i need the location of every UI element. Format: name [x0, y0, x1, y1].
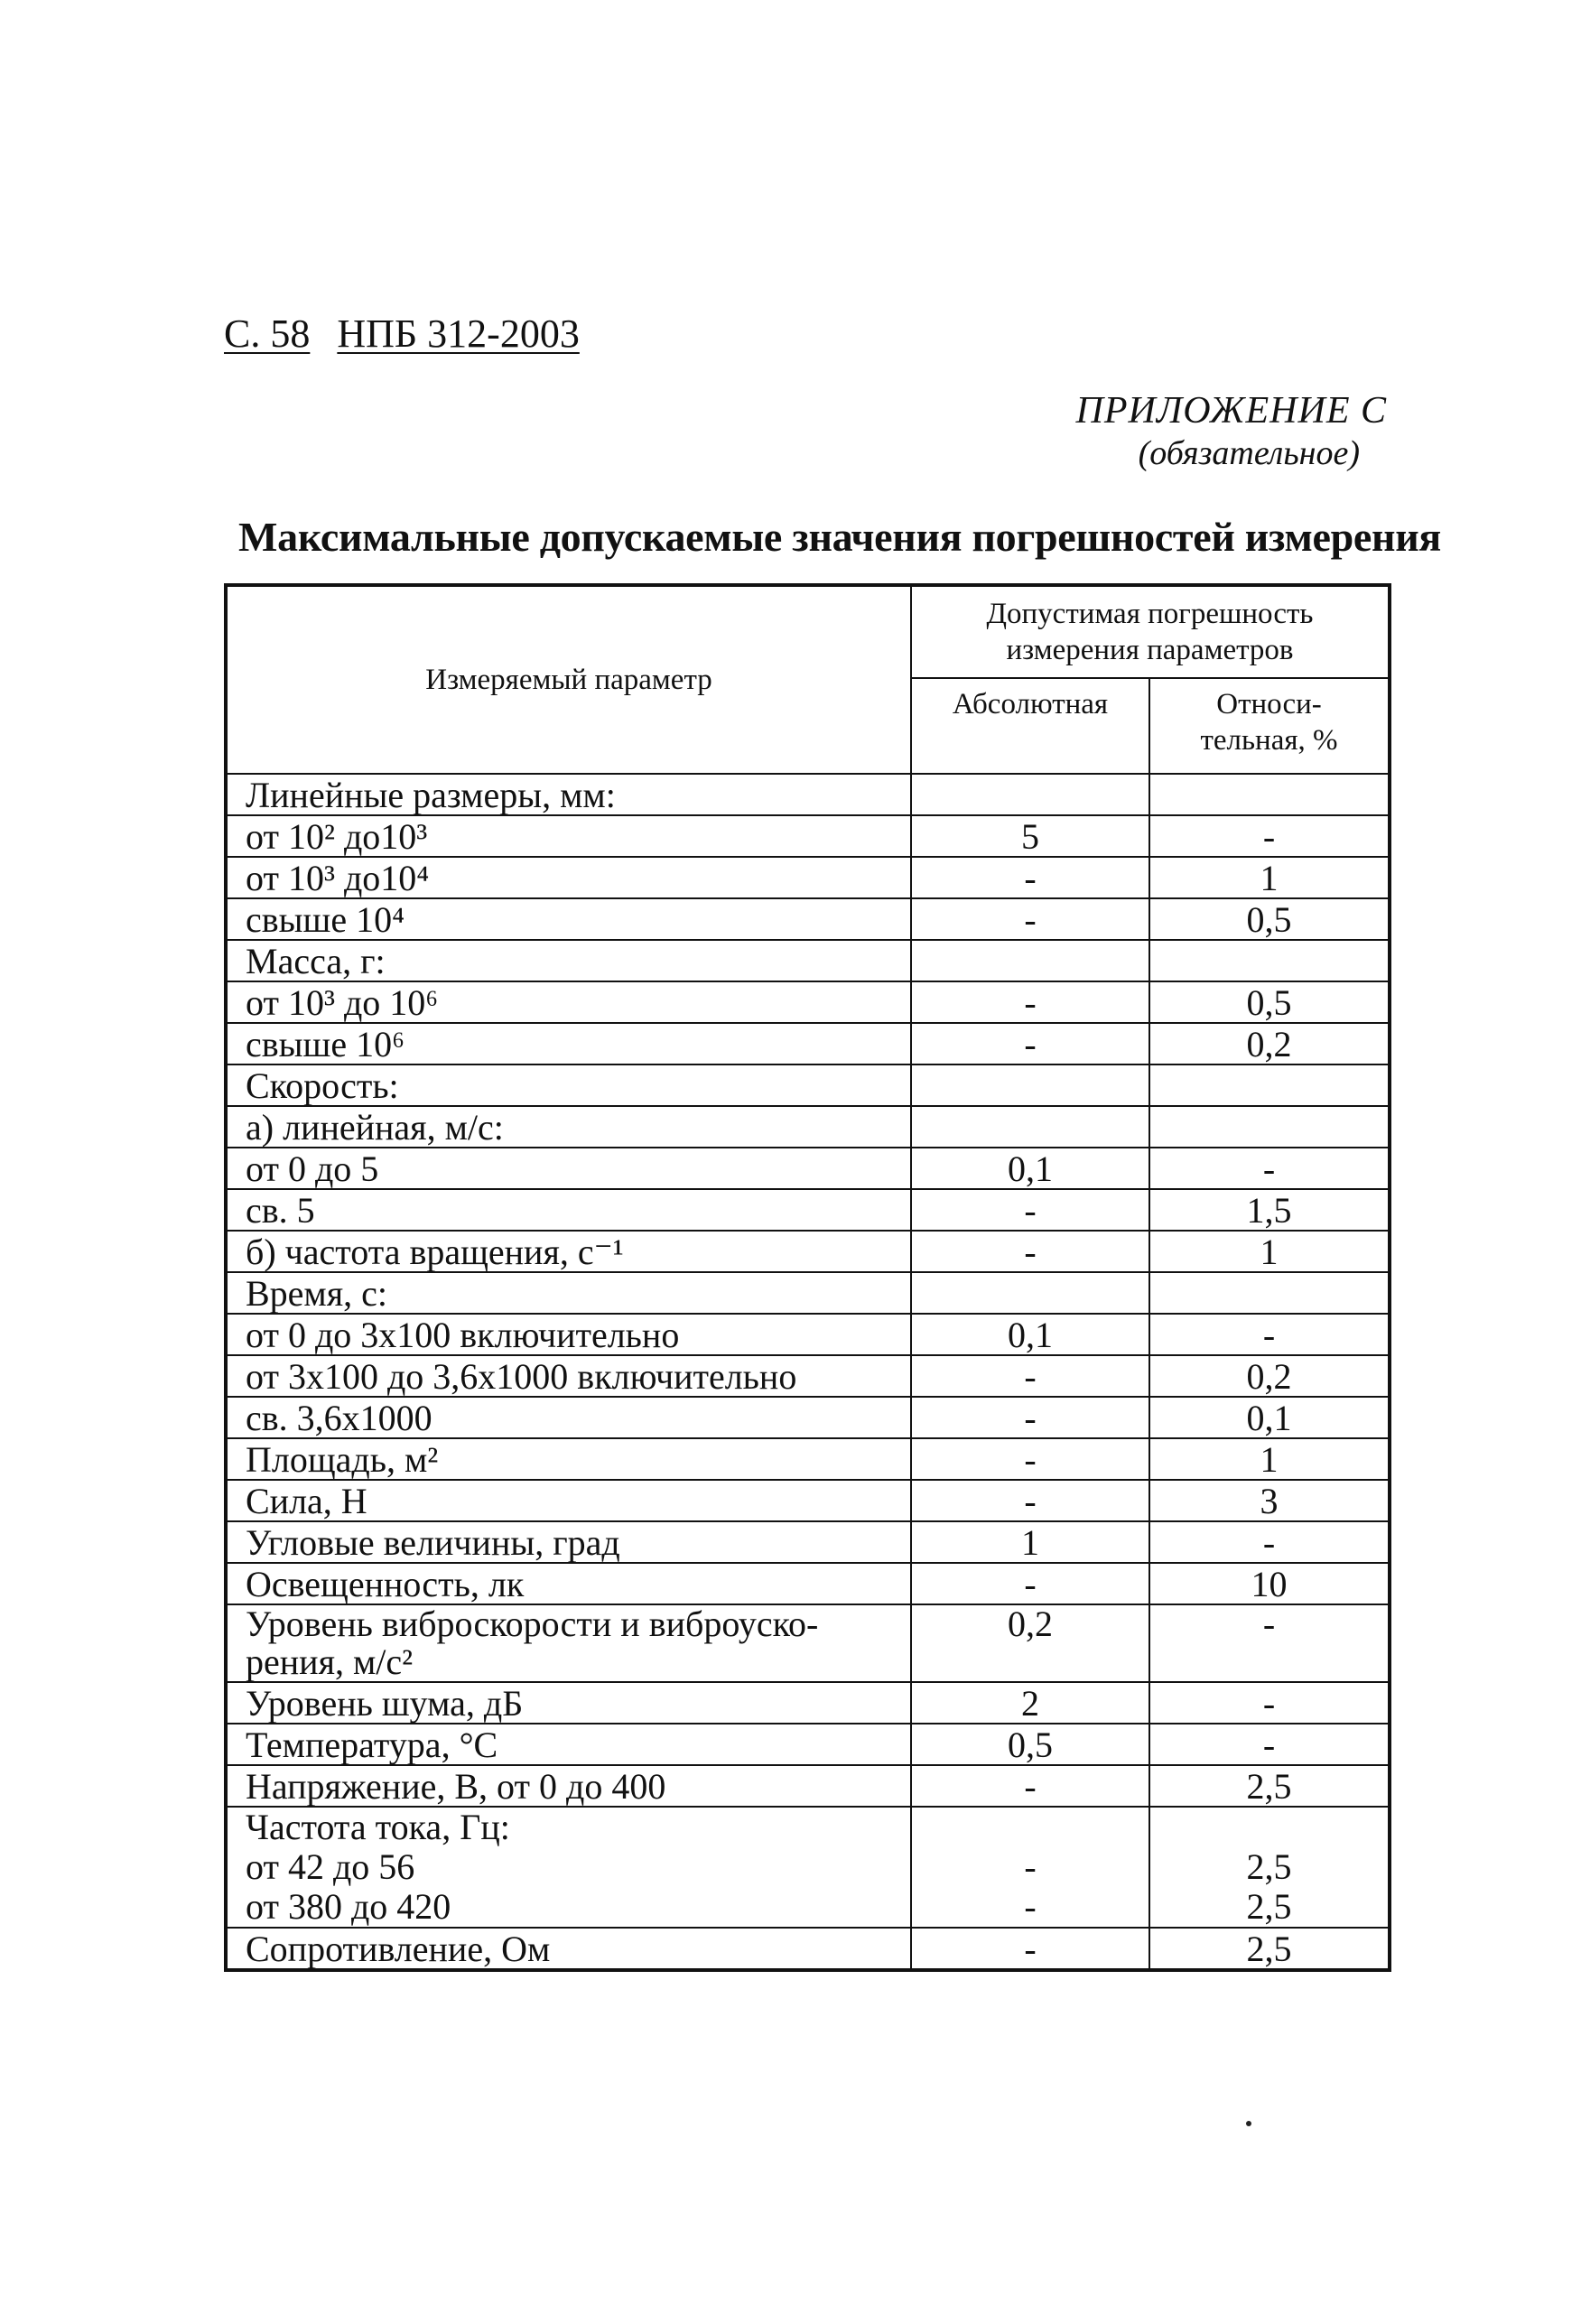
- table-row: [226, 898, 1390, 940]
- page-header: [224, 311, 580, 356]
- relative-cell: 0,2: [1149, 1355, 1390, 1397]
- relative-cell: 0,5: [1149, 898, 1390, 940]
- relative-cell: 1: [1149, 1231, 1390, 1272]
- table-row: [226, 774, 1390, 815]
- table-row: [226, 1480, 1390, 1521]
- absolute-cell: -: [911, 857, 1149, 898]
- appendix-title: ПРИЛОЖЕНИЕ С: [1075, 390, 1387, 432]
- table-row: [226, 1272, 1390, 1314]
- parameter-cell: Освещенность, лк: [226, 1563, 911, 1604]
- absolute-cell: [911, 1272, 1149, 1314]
- table-row: [226, 815, 1390, 857]
- parameter-cell: Линейные размеры, мм:: [226, 774, 911, 815]
- parameter-cell: Сопротивление, Ом: [226, 1928, 911, 1970]
- absolute-cell: [911, 774, 1149, 815]
- relative-cell: -: [1149, 1604, 1390, 1682]
- table-row: [226, 1064, 1390, 1106]
- header-relative: [1149, 678, 1390, 774]
- table-row: [226, 1765, 1390, 1807]
- header-absolute: Абсолютная: [911, 678, 1149, 774]
- frequency-sub1-rel: 2,5: [1246, 1846, 1292, 1887]
- relative-cell: -: [1149, 1682, 1390, 1724]
- parameter-cell: от 10³ до10⁴: [226, 857, 911, 898]
- relative-cell: 0,1: [1149, 1397, 1390, 1438]
- header-relative-line1: Относи-: [1216, 688, 1322, 720]
- absolute-cell: -: [911, 1765, 1149, 1807]
- absolute-cell: 2: [911, 1682, 1149, 1724]
- vibration-line1: Уровень виброскорости и виброуско-: [246, 1604, 819, 1644]
- parameter-cell: [226, 1807, 911, 1928]
- parameter-cell: Угловые величины, град: [226, 1521, 911, 1563]
- table-row: [226, 1928, 1390, 1970]
- relative-cell: [1149, 940, 1390, 981]
- parameter-cell: от 10² до10³: [226, 815, 911, 857]
- absolute-cell: -: [911, 1563, 1149, 1604]
- table-row: [226, 981, 1390, 1023]
- header-permissible-error: Допустимая погрешность измерения параметров: [911, 585, 1390, 678]
- relative-cell: 1,5: [1149, 1189, 1390, 1231]
- parameter-cell: Скорость:: [226, 1064, 911, 1106]
- parameter-cell: св. 5: [226, 1189, 911, 1231]
- relative-cell: [1149, 1064, 1390, 1106]
- relative-cell: -: [1149, 1521, 1390, 1563]
- relative-cell: 10: [1149, 1563, 1390, 1604]
- absolute-cell: -: [911, 981, 1149, 1023]
- absolute-cell: 0,5: [911, 1724, 1149, 1765]
- table-row: [226, 1106, 1390, 1148]
- table-row: [226, 1397, 1390, 1438]
- appendix-label: [1076, 388, 1387, 475]
- absolute-cell: [911, 1106, 1149, 1148]
- frequency-sub2: от 380 до 420: [246, 1886, 451, 1927]
- parameter-cell: Время, с:: [226, 1272, 911, 1314]
- parameter-cell: Масса, г:: [226, 940, 911, 981]
- parameter-cell: свыше 10⁶: [226, 1023, 911, 1064]
- parameter-cell: от 0 до 3x100 включительно: [226, 1314, 911, 1355]
- absolute-cell: 1: [911, 1521, 1149, 1563]
- header-relative-line2: тельная, %: [1200, 724, 1338, 758]
- relative-cell: [1149, 1807, 1390, 1928]
- absolute-cell: 0,1: [911, 1148, 1149, 1189]
- relative-cell: -: [1149, 815, 1390, 857]
- parameter-cell: а) линейная, м/с:: [226, 1106, 911, 1148]
- vibration-line2: рения, м/с²: [246, 1641, 414, 1682]
- frequency-heading: Частота тока, Гц:: [246, 1807, 510, 1847]
- relative-cell: 2,5: [1149, 1928, 1390, 1970]
- absolute-cell: -: [911, 1928, 1149, 1970]
- parameter-cell: Площадь, м²: [226, 1438, 911, 1480]
- absolute-cell: -: [911, 1231, 1149, 1272]
- header-parameter: Измеряемый параметр: [226, 585, 911, 774]
- relative-cell: 3: [1149, 1480, 1390, 1521]
- page-number: С. 58: [224, 311, 311, 356]
- table-row: [226, 1682, 1390, 1724]
- absolute-cell: -: [911, 1355, 1149, 1397]
- table-row: [226, 1231, 1390, 1272]
- absolute-cell: -: [911, 1189, 1149, 1231]
- table-row: [226, 1148, 1390, 1189]
- table-row: [226, 1807, 1390, 1928]
- parameter-cell: б) частота вращения, с⁻¹: [226, 1231, 911, 1272]
- absolute-cell: [911, 1064, 1149, 1106]
- parameter-cell: свыше 10⁴: [226, 898, 911, 940]
- relative-cell: [1149, 774, 1390, 815]
- relative-cell: [1149, 1106, 1390, 1148]
- absolute-cell: [911, 1807, 1149, 1928]
- parameter-cell: Сила, Н: [226, 1480, 911, 1521]
- table-row: [226, 1189, 1390, 1231]
- table-row: [226, 940, 1390, 981]
- absolute-cell: [911, 940, 1149, 981]
- table-row: [226, 1724, 1390, 1765]
- frequency-sub2-abs: -: [1024, 1886, 1037, 1927]
- absolute-cell: 0,2: [911, 1604, 1149, 1682]
- relative-cell: [1149, 1272, 1390, 1314]
- relative-cell: 0,2: [1149, 1023, 1390, 1064]
- frequency-sub2-rel: 2,5: [1246, 1886, 1292, 1927]
- parameter-cell: от 10³ до 10⁶: [226, 981, 911, 1023]
- relative-cell: -: [1149, 1148, 1390, 1189]
- parameter-cell: Уровень шума, дБ: [226, 1682, 911, 1724]
- parameter-cell: [226, 1604, 911, 1682]
- table-row: [226, 1023, 1390, 1064]
- table-row: [226, 1604, 1390, 1682]
- absolute-cell: -: [911, 1438, 1149, 1480]
- table-row: [226, 1355, 1390, 1397]
- relative-cell: 1: [1149, 857, 1390, 898]
- relative-cell: 1: [1149, 1438, 1390, 1480]
- stray-mark: [1246, 2121, 1251, 2126]
- absolute-cell: -: [911, 1023, 1149, 1064]
- tolerance-table: [224, 583, 1391, 1972]
- parameter-cell: Напряжение, В, от 0 до 400: [226, 1765, 911, 1807]
- relative-cell: -: [1149, 1314, 1390, 1355]
- table-row: [226, 1438, 1390, 1480]
- parameter-cell: Температура, °С: [226, 1724, 911, 1765]
- table-row: [226, 857, 1390, 898]
- frequency-sub1: от 42 до 56: [246, 1846, 415, 1887]
- document-code: НПБ 312-2003: [337, 311, 580, 356]
- absolute-cell: -: [911, 1480, 1149, 1521]
- absolute-cell: 5: [911, 815, 1149, 857]
- table-row: [226, 1314, 1390, 1355]
- absolute-cell: -: [911, 1397, 1149, 1438]
- table-row: [226, 1563, 1390, 1604]
- relative-cell: 0,5: [1149, 981, 1390, 1023]
- relative-cell: 2,5: [1149, 1765, 1390, 1807]
- table-row: [226, 1521, 1390, 1563]
- table-body: [226, 774, 1390, 1970]
- parameter-cell: от 0 до 5: [226, 1148, 911, 1189]
- relative-cell: -: [1149, 1724, 1390, 1765]
- table-title: Максимальные допускаемые значения погрешностей измерения: [238, 514, 1442, 560]
- absolute-cell: 0,1: [911, 1314, 1149, 1355]
- appendix-subtitle: (обязательное): [1138, 434, 1360, 473]
- parameter-cell: от 3x100 до 3,6x1000 включительно: [226, 1355, 911, 1397]
- frequency-sub1-abs: -: [1024, 1846, 1037, 1887]
- absolute-cell: -: [911, 898, 1149, 940]
- parameter-cell: св. 3,6x1000: [226, 1397, 911, 1438]
